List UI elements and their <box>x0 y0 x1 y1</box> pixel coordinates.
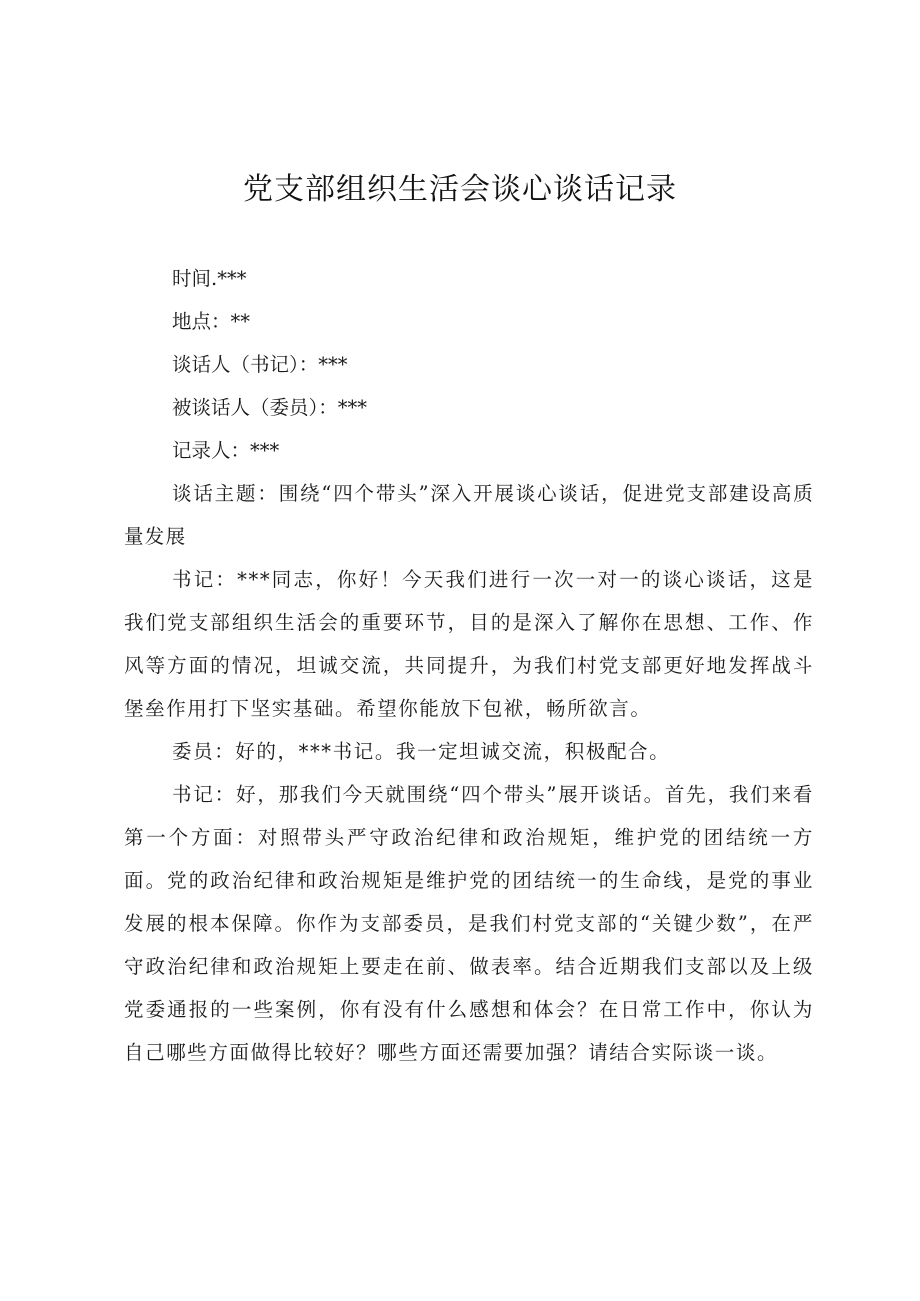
meta-interviewee-label: 被谈话人（委员）： <box>172 396 338 419</box>
topic-paragraph: 谈话主题：围绕“四个带头”深入开展谈心谈话，促进党支部建设高质量发展 <box>124 482 814 548</box>
meta-interviewee-value: *** <box>337 396 368 419</box>
meta-location-value: ** <box>230 310 251 333</box>
meta-interviewee <box>124 386 814 429</box>
meta-interviewer-value: *** <box>318 353 348 376</box>
dialogue-paragraph: 书记：***同志，你好！今天我们进行一次一对一的谈心谈话，这是我们党支部组织生活会的重要环节，目的是深入了解你在思想、工作、作风等方面的情况，坦诚交流，共同提升，为我们村党支部更好地发挥战斗堡垒作用打下坚实基础。希望你能放下包袱，畅所欲言。 <box>124 568 814 720</box>
meta-time-label: 时间. <box>172 267 218 290</box>
meta-location-label: 地点： <box>172 310 231 333</box>
meta-recorder-value: *** <box>250 439 280 462</box>
dialogue-paragraph: 书记：好，那我们今天就围绕“四个带头”展开谈话。首先，我们来看第一个方面：对照带头严守政治纪律和政治规矩，维护党的团结统一方面。党的政治纪律和政治规矩是维护党的团结统一的生命线，是党的事业发展的根本保障。你作为支部委员，是我们村党支部的“关键少数”，在严守政治纪律和政治规矩上要走在前、做表率。结合近期我们支部以及上级党委通报的一些案例，你有没有什么感想和体会？在日常工作中，你认为自己哪些方面做得比较好？哪些方面还需要加强？请结合实际谈一谈。 <box>124 783 814 1064</box>
document-title: 党支部组织生活会谈心谈话记录 <box>243 172 677 207</box>
meta-recorder-label: 记录人： <box>172 439 251 462</box>
dialogue-paragraph: 委员：好的，***书记。我一定坦诚交流，积极配合。 <box>172 740 671 763</box>
meta-time-value: *** <box>217 267 247 290</box>
document-body <box>124 257 814 1074</box>
meta-interviewer <box>124 343 814 386</box>
meta-time <box>124 257 814 300</box>
meta-recorder <box>124 429 814 472</box>
meta-location <box>124 300 814 343</box>
meta-interviewer-label: 谈话人（书记）： <box>172 353 319 376</box>
